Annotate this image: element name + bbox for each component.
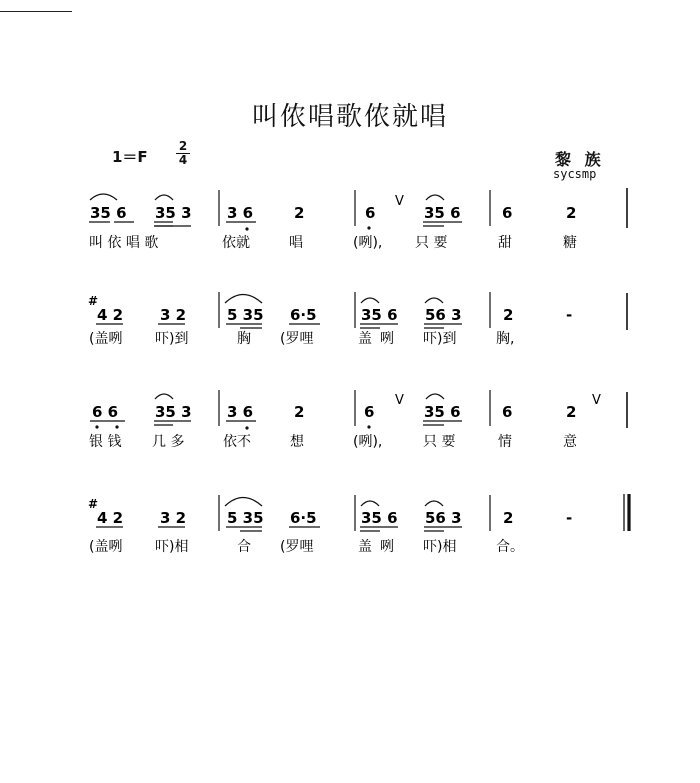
song-origin: 黎 族 [555, 150, 605, 169]
slur-mark [90, 194, 117, 200]
lyric-text: 几 多 [152, 434, 185, 450]
lyric-text: 盖 [358, 331, 372, 347]
note-group: 2 [294, 403, 305, 421]
lyric-text: 吓)到 [155, 331, 189, 347]
note-group: 5 35 [227, 306, 264, 324]
system-3 [89, 390, 627, 450]
breath-mark: V [395, 393, 404, 408]
lyric-text: 只 要 [423, 434, 456, 450]
time-numerator: 2 [178, 139, 188, 153]
octave-dot [245, 227, 248, 230]
note-group: 6·5 [290, 509, 317, 527]
slur-mark [361, 501, 379, 506]
lyric-text: 情 [498, 434, 512, 450]
lyric-text: (盖咧 [89, 331, 123, 347]
note-group: 6 [364, 403, 375, 421]
lyric-text: 咧 [380, 331, 394, 347]
lyric-text: 依不 [223, 434, 251, 450]
lyric-text: 想 [290, 434, 304, 450]
lyric-text: 吓)到 [423, 331, 457, 347]
note-group: 6 6 [92, 403, 119, 421]
note-group: 6 [502, 403, 513, 421]
note-group: 35 6 [361, 306, 398, 324]
sharp-sign: # [88, 497, 99, 511]
note-group: 35 3 [155, 403, 192, 421]
time-denominator: 4 [178, 153, 188, 167]
system-4 [88, 494, 629, 555]
dash-extension: - [566, 306, 573, 324]
slur-mark [225, 295, 262, 304]
lyric-text: 唱 [289, 235, 303, 251]
lyric-text: (罗哩 [280, 539, 314, 555]
lyric-text: 合 [237, 539, 251, 555]
lyric-text: 糖 [563, 235, 577, 251]
note-group: 3 6 [227, 204, 254, 222]
octave-dot [115, 425, 118, 428]
lyric-text: 吓)相 [423, 539, 457, 555]
note-group: 2 [503, 509, 514, 527]
slur-mark [426, 394, 444, 399]
breath-mark: V [395, 194, 404, 209]
lyric-text: (咧), [353, 235, 383, 251]
note-group: 35 6 [424, 403, 461, 421]
slur-mark [155, 394, 173, 399]
note-group: 6 [502, 204, 513, 222]
octave-dot [95, 425, 98, 428]
slur-mark [361, 298, 379, 303]
lyric-text: (盖咧 [89, 539, 123, 555]
system-1 [89, 188, 627, 251]
note-group: 56 3 [425, 306, 462, 324]
note-group: 3 2 [160, 509, 187, 527]
lyric-text: 咧 [380, 539, 394, 555]
lyric-text: 甜 [498, 235, 512, 251]
note-group: 2 [566, 403, 577, 421]
key-signature: 1＝F [112, 148, 148, 166]
dash-extension: - [566, 509, 573, 527]
slur-mark [425, 298, 443, 303]
breath-mark: V [592, 393, 601, 408]
note-group: 3 2 [160, 306, 187, 324]
lyric-text: 叫 依 唱 歌 [89, 235, 159, 251]
note-group: 4 2 [97, 306, 124, 324]
slur-mark [225, 498, 262, 507]
note-group: 5 35 [227, 509, 264, 527]
system-2 [88, 292, 627, 347]
lyric-text: 胸 [237, 331, 251, 347]
note-group: 4 2 [97, 509, 124, 527]
lyric-text: 胸, [496, 331, 515, 347]
lyric-text: 合。 [496, 539, 524, 555]
note-group: 35 3 [155, 204, 192, 222]
lyric-text: 吓)相 [155, 539, 189, 555]
sharp-sign: # [88, 294, 99, 308]
slur-mark [426, 195, 444, 200]
lyric-text: 盖 [358, 539, 372, 555]
song-title: 叫侬唱歌侬就唱 [251, 102, 448, 132]
note-group: 2 [294, 204, 305, 222]
credit-text: sycsmp [553, 167, 597, 181]
octave-dot [367, 226, 370, 229]
note-group: 3 6 [227, 403, 254, 421]
note-group: 6 [365, 204, 376, 222]
note-group: 2 [503, 306, 514, 324]
lyric-text: (罗哩 [280, 331, 314, 347]
note-group: 35 6 [424, 204, 461, 222]
note-group: 35 6 [90, 204, 127, 222]
note-group: 35 6 [361, 509, 398, 527]
octave-dot [245, 426, 248, 429]
note-group: 6·5 [290, 306, 317, 324]
lyric-text: 意 [563, 434, 577, 450]
octave-dot [367, 425, 370, 428]
lyric-text: 只 要 [415, 235, 448, 251]
lyric-text: (咧), [353, 434, 383, 450]
slur-mark [155, 195, 173, 200]
lyric-text: 依就 [222, 235, 250, 251]
slur-mark [425, 501, 443, 506]
note-group: 56 3 [425, 509, 462, 527]
note-group: 2 [566, 204, 577, 222]
lyric-text: 银 钱 [89, 434, 122, 450]
